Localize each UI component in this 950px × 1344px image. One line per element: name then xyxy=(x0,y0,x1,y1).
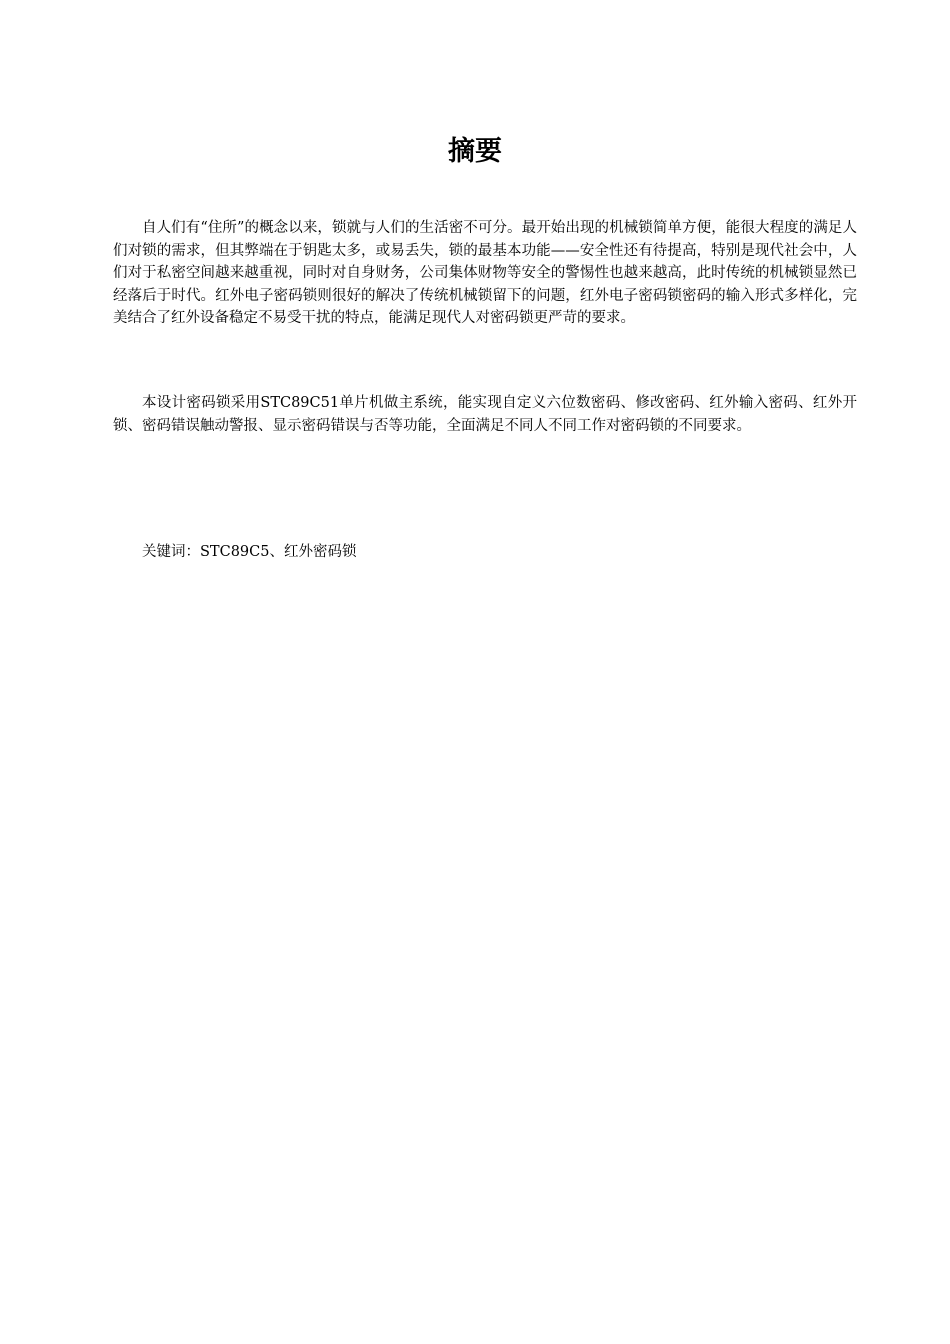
abstract-paragraph-2: 本设计密码锁采用STC89C51单片机做主系统，能实现自定义六位数密码、修改密码、红外输入密码、红外开锁、密码错误触动警报、显示密码错误与否等功能，全面满足不同人不同工作对密码锁的不同要求。 xyxy=(113,395,857,434)
abstract-title: 摘要 xyxy=(448,136,502,167)
abstract-paragraph-1: 自人们有“住所”的概念以来，锁就与人们的生活密不可分。最开始出现的机械锁简单方便，能很大程度的满足人们对锁的需求，但其弊端在于钥匙太多，或易丢失，锁的最基本功能——安全性还有待提高，特别是现代社会中，人们对于私密空间越来越重视，同时对自身财务，公司集体财物等安全的警惕性也越来越高，此时传统的机械锁显然已经落后于时代。红外电子密码锁则很好的解决了传统机械锁留下的问题，红外电子密码锁密码的输入形式多样化，完美结合了红外设备稳定不易受干扰的特点，能满足现代人对密码锁更严苛的要求。 xyxy=(113,220,857,327)
keywords-line: 关键词：STC89C5、红外密码锁 xyxy=(142,544,357,560)
